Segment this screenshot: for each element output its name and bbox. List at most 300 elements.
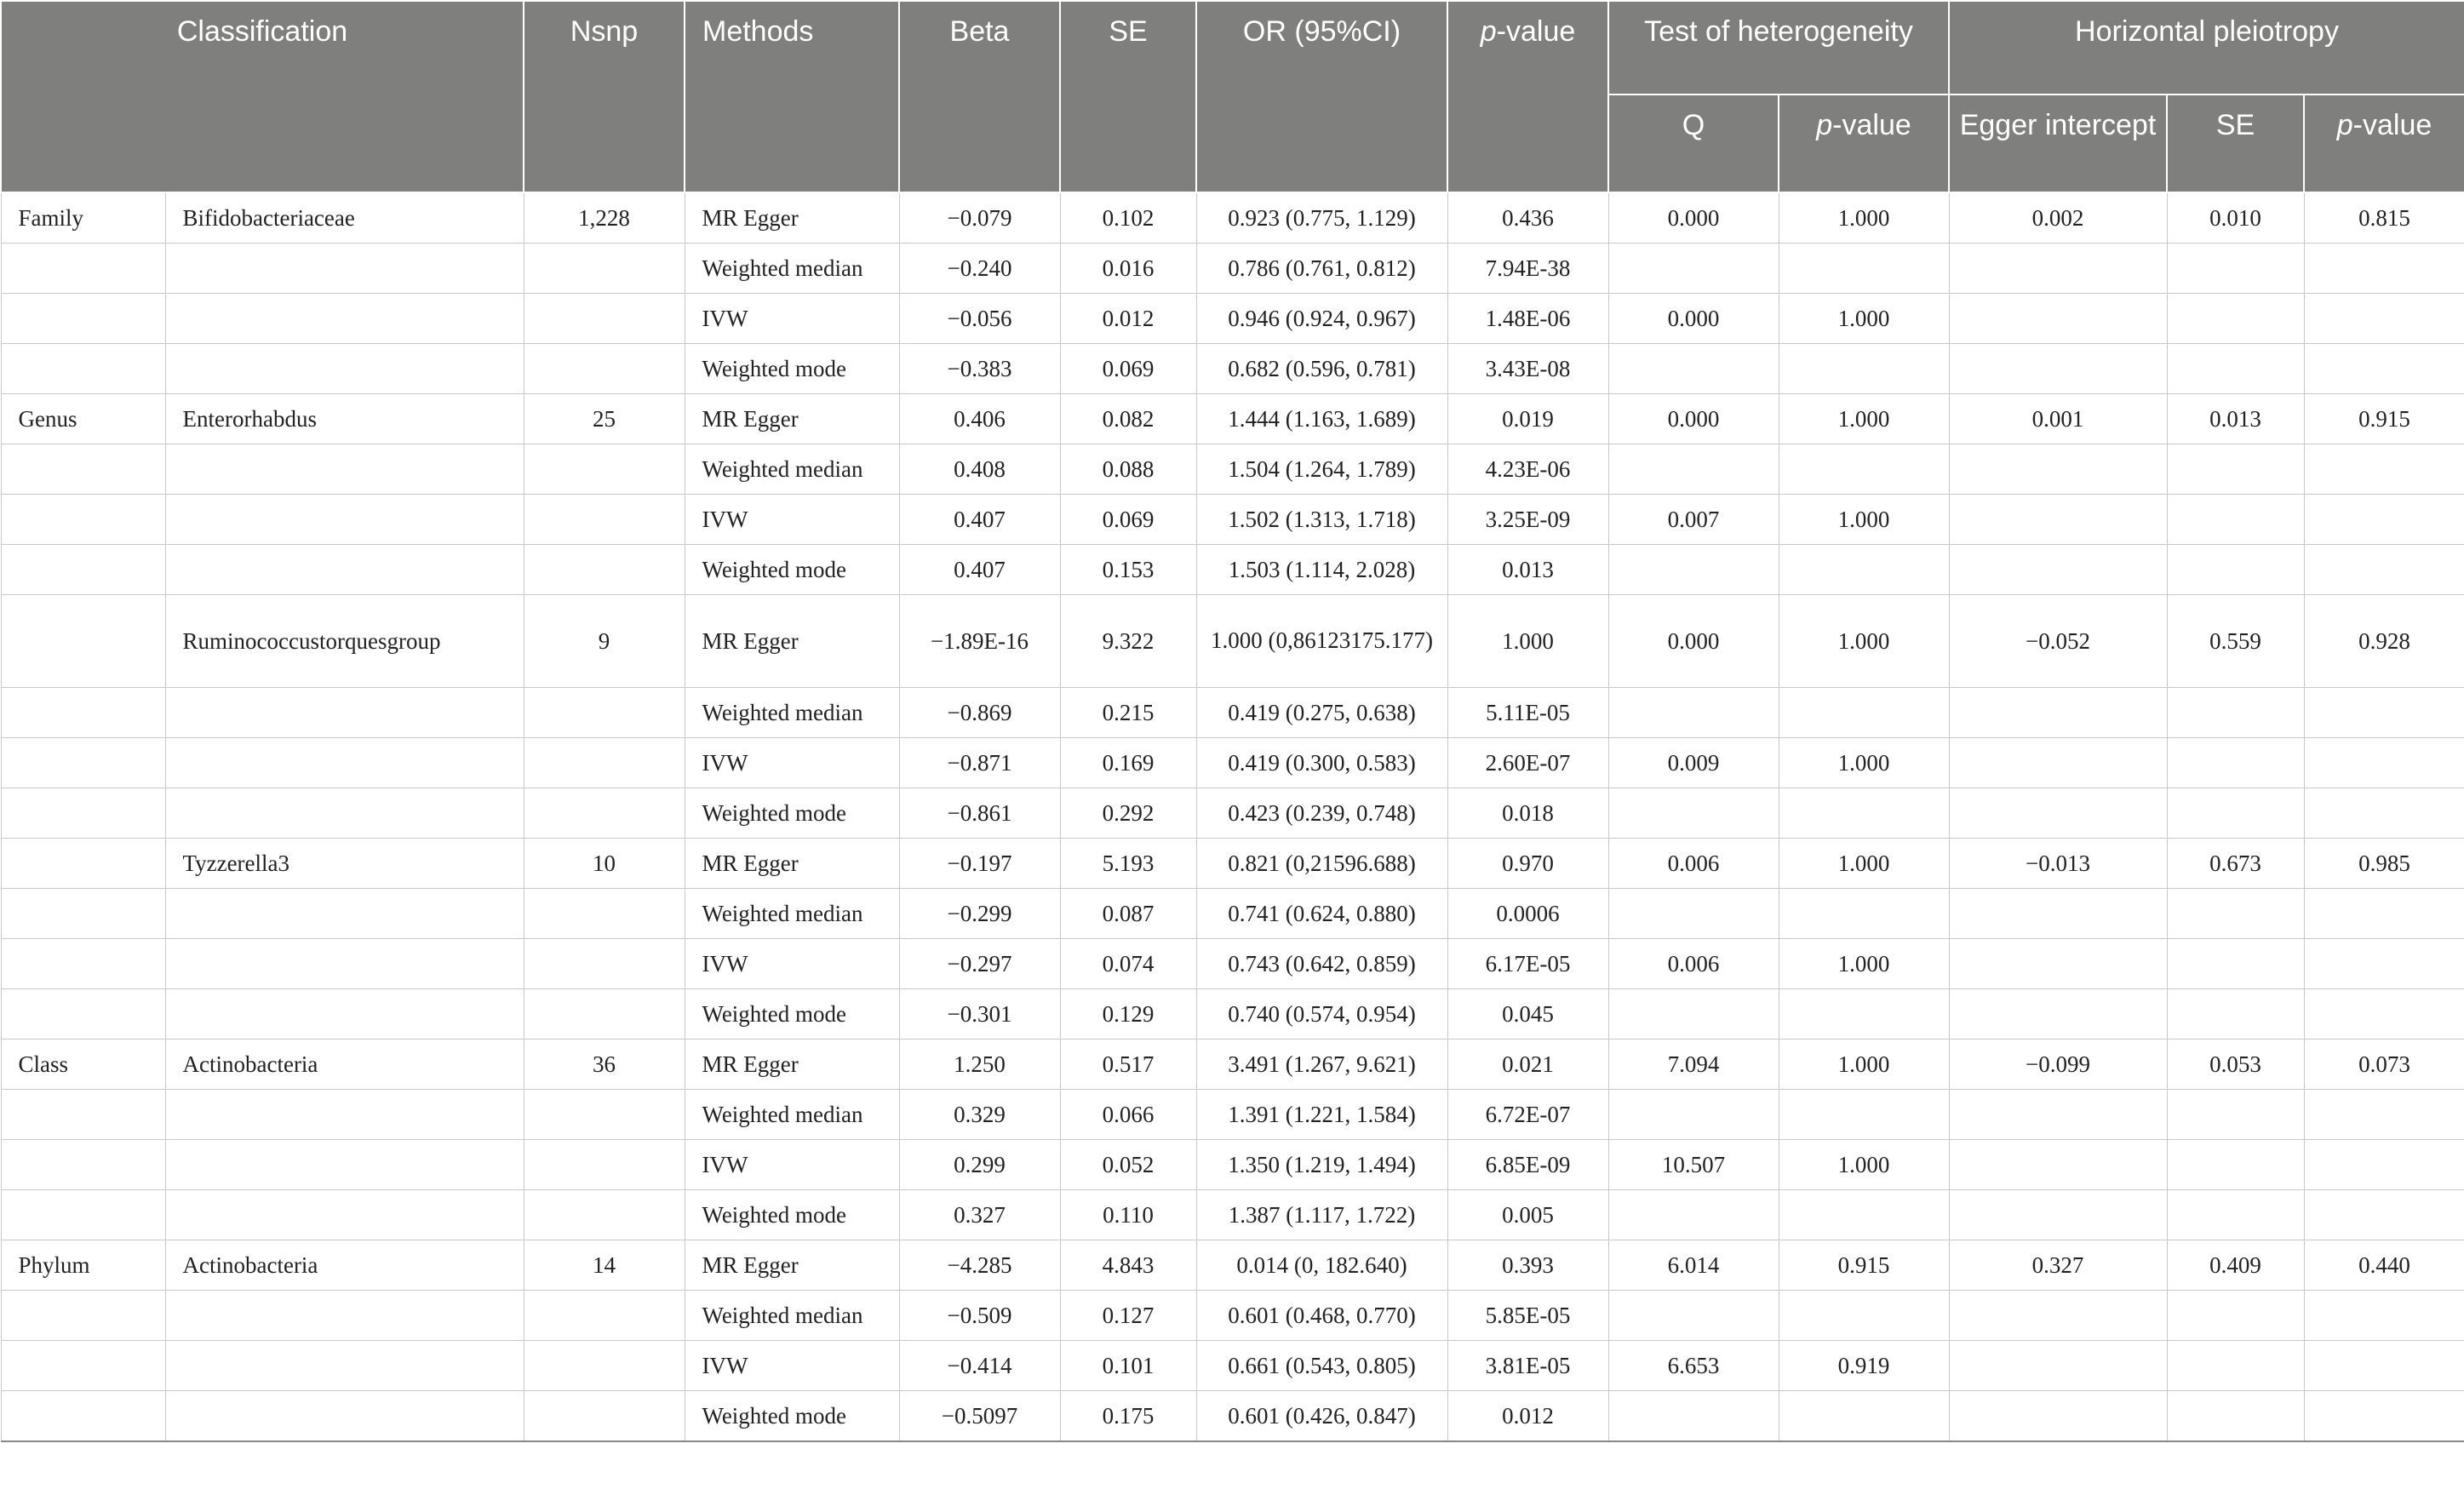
cell-egger-intercept [1949, 788, 2167, 839]
table-row [1, 394, 2464, 444]
cell-se: 0.066 [1060, 1090, 1196, 1140]
cell-p-value: 0.013 [1447, 545, 1608, 595]
cell-or: 1.391 (1.221, 1.584) [1196, 1090, 1447, 1140]
cell-nsnp [524, 889, 685, 939]
cell-or: 0.423 (0.239, 0.748) [1196, 788, 1447, 839]
table-row [1, 738, 2464, 788]
cell-level: Class [1, 1040, 165, 1090]
cell-pleiotropy-p-value [2304, 989, 2464, 1040]
cell-p-value: 2.60E-07 [1447, 738, 1608, 788]
cell-pleiotropy-p-value [2304, 1341, 2464, 1391]
cell-or: 0.740 (0.574, 0.954) [1196, 989, 1447, 1040]
cell-q [1608, 1090, 1779, 1140]
cell-pleiotropy-p-value [2304, 444, 2464, 495]
cell-se: 0.153 [1060, 545, 1196, 595]
table-row [1, 192, 2464, 243]
cell-se: 9.322 [1060, 595, 1196, 688]
cell-nsnp: 10 [524, 839, 685, 889]
cell-level [1, 1291, 165, 1341]
cell-method: MR Egger [685, 839, 899, 889]
cell-het-p-value [1779, 1090, 1949, 1140]
cell-method: MR Egger [685, 595, 899, 688]
cell-level [1, 989, 165, 1040]
cell-method: MR Egger [685, 1040, 899, 1090]
cell-se: 0.016 [1060, 243, 1196, 294]
cell-se: 0.101 [1060, 1341, 1196, 1391]
cell-method: Weighted median [685, 1090, 899, 1140]
cell-method: MR Egger [685, 394, 899, 444]
cell-level: Genus [1, 394, 165, 444]
cell-q [1608, 788, 1779, 839]
header-p-italic: p [1480, 15, 1497, 48]
cell-or: 1.350 (1.219, 1.494) [1196, 1140, 1447, 1190]
cell-pleiotropy-p-value [2304, 1291, 2464, 1341]
cell-taxon [165, 1341, 524, 1391]
cell-method: IVW [685, 495, 899, 545]
cell-pleiotropy-p-value [2304, 243, 2464, 294]
table-row [1, 545, 2464, 595]
cell-egger-intercept: 0.002 [1949, 192, 2167, 243]
cell-p-value: 5.85E-05 [1447, 1291, 1608, 1341]
cell-se: 0.110 [1060, 1190, 1196, 1240]
cell-beta: 0.408 [899, 444, 1060, 495]
cell-se: 0.102 [1060, 192, 1196, 243]
cell-nsnp [524, 495, 685, 545]
cell-q [1608, 889, 1779, 939]
header-pleiotropy-se: SE [2167, 94, 2304, 192]
cell-taxon [165, 989, 524, 1040]
cell-pleiotropy-se [2167, 738, 2304, 788]
table-row [1, 1190, 2464, 1240]
cell-p-value: 1.48E-06 [1447, 294, 1608, 344]
cell-het-p-value [1779, 889, 1949, 939]
cell-egger-intercept [1949, 1140, 2167, 1190]
header-se: SE [1060, 1, 1196, 192]
cell-beta: −0.869 [899, 688, 1060, 738]
cell-level [1, 1391, 165, 1442]
cell-or: 1.387 (1.117, 1.722) [1196, 1190, 1447, 1240]
cell-se: 0.169 [1060, 738, 1196, 788]
cell-q [1608, 344, 1779, 394]
cell-q: 6.014 [1608, 1240, 1779, 1291]
cell-method: IVW [685, 294, 899, 344]
cell-or: 3.491 (1.267, 9.621) [1196, 1040, 1447, 1090]
cell-nsnp [524, 545, 685, 595]
cell-level [1, 243, 165, 294]
cell-se: 0.127 [1060, 1291, 1196, 1341]
cell-pleiotropy-se [2167, 1341, 2304, 1391]
cell-pleiotropy-p-value [2304, 1090, 2464, 1140]
cell-se: 0.088 [1060, 444, 1196, 495]
cell-or: 1.000 (0,86123175.177) [1196, 595, 1447, 688]
cell-nsnp [524, 688, 685, 738]
cell-level [1, 444, 165, 495]
header-q: Q [1608, 94, 1779, 192]
cell-het-p-value: 1.000 [1779, 1140, 1949, 1190]
cell-nsnp: 9 [524, 595, 685, 688]
table-row [1, 1090, 2464, 1140]
cell-het-p-value: 1.000 [1779, 738, 1949, 788]
cell-beta: −0.197 [899, 839, 1060, 889]
cell-method: Weighted median [685, 889, 899, 939]
cell-level [1, 344, 165, 394]
cell-beta: −0.079 [899, 192, 1060, 243]
cell-beta: −0.297 [899, 939, 1060, 989]
table-row [1, 344, 2464, 394]
cell-p-value: 5.11E-05 [1447, 688, 1608, 738]
cell-method: Weighted mode [685, 1190, 899, 1240]
cell-or: 0.786 (0.761, 0.812) [1196, 243, 1447, 294]
cell-pleiotropy-p-value [2304, 1140, 2464, 1190]
cell-beta: −0.414 [899, 1341, 1060, 1391]
cell-q: 0.000 [1608, 294, 1779, 344]
cell-egger-intercept [1949, 444, 2167, 495]
cell-p-value: 0.012 [1447, 1391, 1608, 1442]
cell-method: Weighted median [685, 243, 899, 294]
cell-beta: −0.301 [899, 989, 1060, 1040]
table-row [1, 1341, 2464, 1391]
cell-egger-intercept [1949, 1341, 2167, 1391]
cell-het-p-value: 0.919 [1779, 1341, 1949, 1391]
cell-level [1, 738, 165, 788]
cell-or: 0.741 (0.624, 0.880) [1196, 889, 1447, 939]
cell-level [1, 939, 165, 989]
cell-beta: −1.89E-16 [899, 595, 1060, 688]
cell-or: 1.503 (1.114, 2.028) [1196, 545, 1447, 595]
cell-level [1, 1341, 165, 1391]
cell-level [1, 1140, 165, 1190]
cell-se: 0.129 [1060, 989, 1196, 1040]
cell-taxon [165, 688, 524, 738]
cell-het-p-value [1779, 1291, 1949, 1341]
cell-or: 0.014 (0, 182.640) [1196, 1240, 1447, 1291]
cell-egger-intercept [1949, 243, 2167, 294]
cell-level [1, 889, 165, 939]
cell-taxon [165, 243, 524, 294]
cell-se: 5.193 [1060, 839, 1196, 889]
table-row [1, 495, 2464, 545]
cell-egger-intercept: −0.013 [1949, 839, 2167, 889]
cell-q: 10.507 [1608, 1140, 1779, 1190]
cell-het-p-value [1779, 545, 1949, 595]
cell-beta: 0.407 [899, 495, 1060, 545]
cell-p-value: 6.17E-05 [1447, 939, 1608, 989]
cell-se: 0.069 [1060, 344, 1196, 394]
cell-egger-intercept [1949, 1190, 2167, 1240]
cell-se: 4.843 [1060, 1240, 1196, 1291]
cell-taxon [165, 1140, 524, 1190]
cell-se: 0.175 [1060, 1391, 1196, 1442]
cell-or: 1.504 (1.264, 1.789) [1196, 444, 1447, 495]
table-body [1, 192, 2464, 1441]
cell-het-p-value: 1.000 [1779, 294, 1949, 344]
header-ple-p-italic: p [2336, 109, 2353, 141]
cell-taxon [165, 444, 524, 495]
cell-taxon [165, 1391, 524, 1442]
cell-pleiotropy-se [2167, 495, 2304, 545]
cell-pleiotropy-se [2167, 1190, 2304, 1240]
cell-taxon: Enterorhabdus [165, 394, 524, 444]
cell-nsnp: 25 [524, 394, 685, 444]
cell-p-value: 3.43E-08 [1447, 344, 1608, 394]
cell-beta: −0.5097 [899, 1391, 1060, 1442]
cell-het-p-value: 1.000 [1779, 939, 1949, 989]
cell-pleiotropy-se: 0.673 [2167, 839, 2304, 889]
cell-q: 0.007 [1608, 495, 1779, 545]
cell-nsnp [524, 788, 685, 839]
cell-or: 0.821 (0,21596.688) [1196, 839, 1447, 889]
cell-or: 1.502 (1.313, 1.718) [1196, 495, 1447, 545]
cell-egger-intercept: −0.099 [1949, 1040, 2167, 1090]
table-row [1, 889, 2464, 939]
cell-taxon: Tyzzerella3 [165, 839, 524, 889]
cell-beta: 0.406 [899, 394, 1060, 444]
cell-nsnp [524, 1391, 685, 1442]
cell-p-value: 4.23E-06 [1447, 444, 1608, 495]
cell-nsnp [524, 1291, 685, 1341]
cell-pleiotropy-se: 0.010 [2167, 192, 2304, 243]
cell-egger-intercept: −0.052 [1949, 595, 2167, 688]
cell-q [1608, 243, 1779, 294]
cell-pleiotropy-se [2167, 1140, 2304, 1190]
cell-or: 0.743 (0.642, 0.859) [1196, 939, 1447, 989]
cell-pleiotropy-se [2167, 688, 2304, 738]
cell-nsnp [524, 1341, 685, 1391]
cell-het-p-value: 0.915 [1779, 1240, 1949, 1291]
cell-method: Weighted mode [685, 1391, 899, 1442]
cell-p-value: 3.25E-09 [1447, 495, 1608, 545]
cell-egger-intercept [1949, 545, 2167, 595]
cell-pleiotropy-p-value [2304, 294, 2464, 344]
cell-method: Weighted median [685, 444, 899, 495]
cell-q: 6.653 [1608, 1341, 1779, 1391]
cell-method: IVW [685, 939, 899, 989]
cell-q: 0.000 [1608, 595, 1779, 688]
cell-beta: 0.407 [899, 545, 1060, 595]
cell-or: 0.661 (0.543, 0.805) [1196, 1341, 1447, 1391]
cell-q: 0.006 [1608, 939, 1779, 989]
cell-taxon [165, 889, 524, 939]
cell-egger-intercept [1949, 294, 2167, 344]
cell-nsnp: 36 [524, 1040, 685, 1090]
cell-beta: −4.285 [899, 1240, 1060, 1291]
cell-or: 0.419 (0.300, 0.583) [1196, 738, 1447, 788]
table-row [1, 788, 2464, 839]
cell-se: 0.074 [1060, 939, 1196, 989]
cell-q: 7.094 [1608, 1040, 1779, 1090]
cell-pleiotropy-se [2167, 545, 2304, 595]
cell-beta: −0.240 [899, 243, 1060, 294]
cell-p-value: 0.970 [1447, 839, 1608, 889]
cell-het-p-value [1779, 1190, 1949, 1240]
cell-pleiotropy-se: 0.559 [2167, 595, 2304, 688]
cell-or: 0.923 (0.775, 1.129) [1196, 192, 1447, 243]
header-het-p-value [1779, 94, 1949, 192]
header-nsnp: Nsnp [524, 1, 685, 192]
header-heterogeneity: Test of heterogeneity [1608, 1, 1949, 94]
table-row [1, 595, 2464, 688]
cell-egger-intercept: 0.001 [1949, 394, 2167, 444]
cell-egger-intercept [1949, 1291, 2167, 1341]
cell-pleiotropy-p-value [2304, 344, 2464, 394]
cell-beta: −0.299 [899, 889, 1060, 939]
cell-pleiotropy-p-value [2304, 545, 2464, 595]
header-het-p-italic: p [1816, 109, 1833, 141]
cell-level [1, 688, 165, 738]
cell-egger-intercept [1949, 1391, 2167, 1442]
cell-pleiotropy-se: 0.409 [2167, 1240, 2304, 1291]
cell-se: 0.012 [1060, 294, 1196, 344]
cell-nsnp [524, 344, 685, 394]
cell-pleiotropy-se [2167, 444, 2304, 495]
cell-method: Weighted mode [685, 545, 899, 595]
cell-p-value: 3.81E-05 [1447, 1341, 1608, 1391]
cell-nsnp [524, 1090, 685, 1140]
cell-p-value: 1.000 [1447, 595, 1608, 688]
cell-beta: −0.056 [899, 294, 1060, 344]
cell-p-value: 0.021 [1447, 1040, 1608, 1090]
cell-pleiotropy-p-value [2304, 495, 2464, 545]
cell-nsnp: 1,228 [524, 192, 685, 243]
cell-p-value: 0.045 [1447, 989, 1608, 1040]
cell-beta: −0.509 [899, 1291, 1060, 1341]
cell-p-value: 7.94E-38 [1447, 243, 1608, 294]
cell-level [1, 839, 165, 889]
cell-taxon [165, 738, 524, 788]
cell-nsnp [524, 294, 685, 344]
cell-beta: 0.329 [899, 1090, 1060, 1140]
cell-egger-intercept [1949, 344, 2167, 394]
cell-taxon [165, 344, 524, 394]
cell-q: 0.000 [1608, 394, 1779, 444]
table-row [1, 1391, 2464, 1442]
cell-se: 0.087 [1060, 889, 1196, 939]
cell-method: Weighted mode [685, 344, 899, 394]
table-header [1, 1, 2464, 192]
cell-pleiotropy-se [2167, 1291, 2304, 1341]
cell-het-p-value: 1.000 [1779, 595, 1949, 688]
cell-pleiotropy-p-value: 0.815 [2304, 192, 2464, 243]
cell-q: 0.000 [1608, 192, 1779, 243]
cell-taxon [165, 294, 524, 344]
cell-level [1, 1190, 165, 1240]
cell-p-value: 0.005 [1447, 1190, 1608, 1240]
cell-or: 0.682 (0.596, 0.781) [1196, 344, 1447, 394]
cell-taxon: Actinobacteria [165, 1040, 524, 1090]
cell-se: 0.069 [1060, 495, 1196, 545]
cell-pleiotropy-p-value [2304, 889, 2464, 939]
header-p-rest: -value [1496, 15, 1576, 48]
cell-het-p-value: 1.000 [1779, 192, 1949, 243]
cell-taxon [165, 788, 524, 839]
cell-p-value: 0.393 [1447, 1240, 1608, 1291]
cell-pleiotropy-p-value: 0.073 [2304, 1040, 2464, 1090]
cell-p-value: 0.019 [1447, 394, 1608, 444]
table-row [1, 1291, 2464, 1341]
cell-se: 0.052 [1060, 1140, 1196, 1190]
cell-method: IVW [685, 1341, 899, 1391]
cell-het-p-value [1779, 243, 1949, 294]
cell-pleiotropy-se [2167, 344, 2304, 394]
cell-nsnp [524, 1140, 685, 1190]
table-row [1, 939, 2464, 989]
cell-level [1, 1090, 165, 1140]
table-row [1, 444, 2464, 495]
cell-het-p-value [1779, 344, 1949, 394]
cell-het-p-value [1779, 1391, 1949, 1442]
cell-beta: 0.299 [899, 1140, 1060, 1190]
table-row [1, 1040, 2464, 1090]
cell-or: 0.601 (0.426, 0.847) [1196, 1391, 1447, 1442]
table-row [1, 294, 2464, 344]
header-or: OR (95%CI) [1196, 1, 1447, 192]
table-row [1, 1240, 2464, 1291]
cell-method: IVW [685, 738, 899, 788]
cell-pleiotropy-se [2167, 243, 2304, 294]
cell-taxon [165, 1291, 524, 1341]
cell-pleiotropy-se [2167, 989, 2304, 1040]
cell-q [1608, 1291, 1779, 1341]
cell-taxon: Actinobacteria [165, 1240, 524, 1291]
cell-nsnp [524, 989, 685, 1040]
cell-or: 0.946 (0.924, 0.967) [1196, 294, 1447, 344]
cell-level [1, 495, 165, 545]
cell-egger-intercept [1949, 889, 2167, 939]
header-ple-p-rest: -value [2352, 109, 2432, 141]
cell-pleiotropy-p-value: 0.985 [2304, 839, 2464, 889]
cell-het-p-value: 1.000 [1779, 394, 1949, 444]
cell-p-value: 0.436 [1447, 192, 1608, 243]
cell-p-value: 6.85E-09 [1447, 1140, 1608, 1190]
cell-method: MR Egger [685, 1240, 899, 1291]
table-row [1, 989, 2464, 1040]
cell-pleiotropy-se [2167, 939, 2304, 989]
cell-level [1, 294, 165, 344]
cell-nsnp [524, 1190, 685, 1240]
header-methods: Methods [685, 1, 899, 192]
header-p-value [1447, 1, 1608, 192]
cell-se: 0.082 [1060, 394, 1196, 444]
cell-beta: −0.861 [899, 788, 1060, 839]
cell-pleiotropy-p-value: 0.915 [2304, 394, 2464, 444]
cell-q [1608, 444, 1779, 495]
cell-method: Weighted median [685, 688, 899, 738]
cell-taxon [165, 1190, 524, 1240]
cell-or: 0.601 (0.468, 0.770) [1196, 1291, 1447, 1341]
cell-level [1, 788, 165, 839]
cell-nsnp: 14 [524, 1240, 685, 1291]
cell-egger-intercept [1949, 1090, 2167, 1140]
cell-level [1, 595, 165, 688]
cell-method: Weighted median [685, 1291, 899, 1341]
cell-taxon: Bifidobacteriaceae [165, 192, 524, 243]
cell-het-p-value [1779, 989, 1949, 1040]
cell-pleiotropy-se [2167, 1391, 2304, 1442]
cell-taxon [165, 495, 524, 545]
cell-taxon [165, 545, 524, 595]
cell-p-value: 0.0006 [1447, 889, 1608, 939]
table-row [1, 688, 2464, 738]
cell-egger-intercept [1949, 989, 2167, 1040]
cell-pleiotropy-p-value [2304, 738, 2464, 788]
cell-q: 0.009 [1608, 738, 1779, 788]
cell-level: Phylum [1, 1240, 165, 1291]
cell-q [1608, 1391, 1779, 1442]
header-beta: Beta [899, 1, 1060, 192]
cell-q: 0.006 [1608, 839, 1779, 889]
header-pleiotropy: Horizontal pleiotropy [1949, 1, 2464, 94]
cell-nsnp [524, 738, 685, 788]
